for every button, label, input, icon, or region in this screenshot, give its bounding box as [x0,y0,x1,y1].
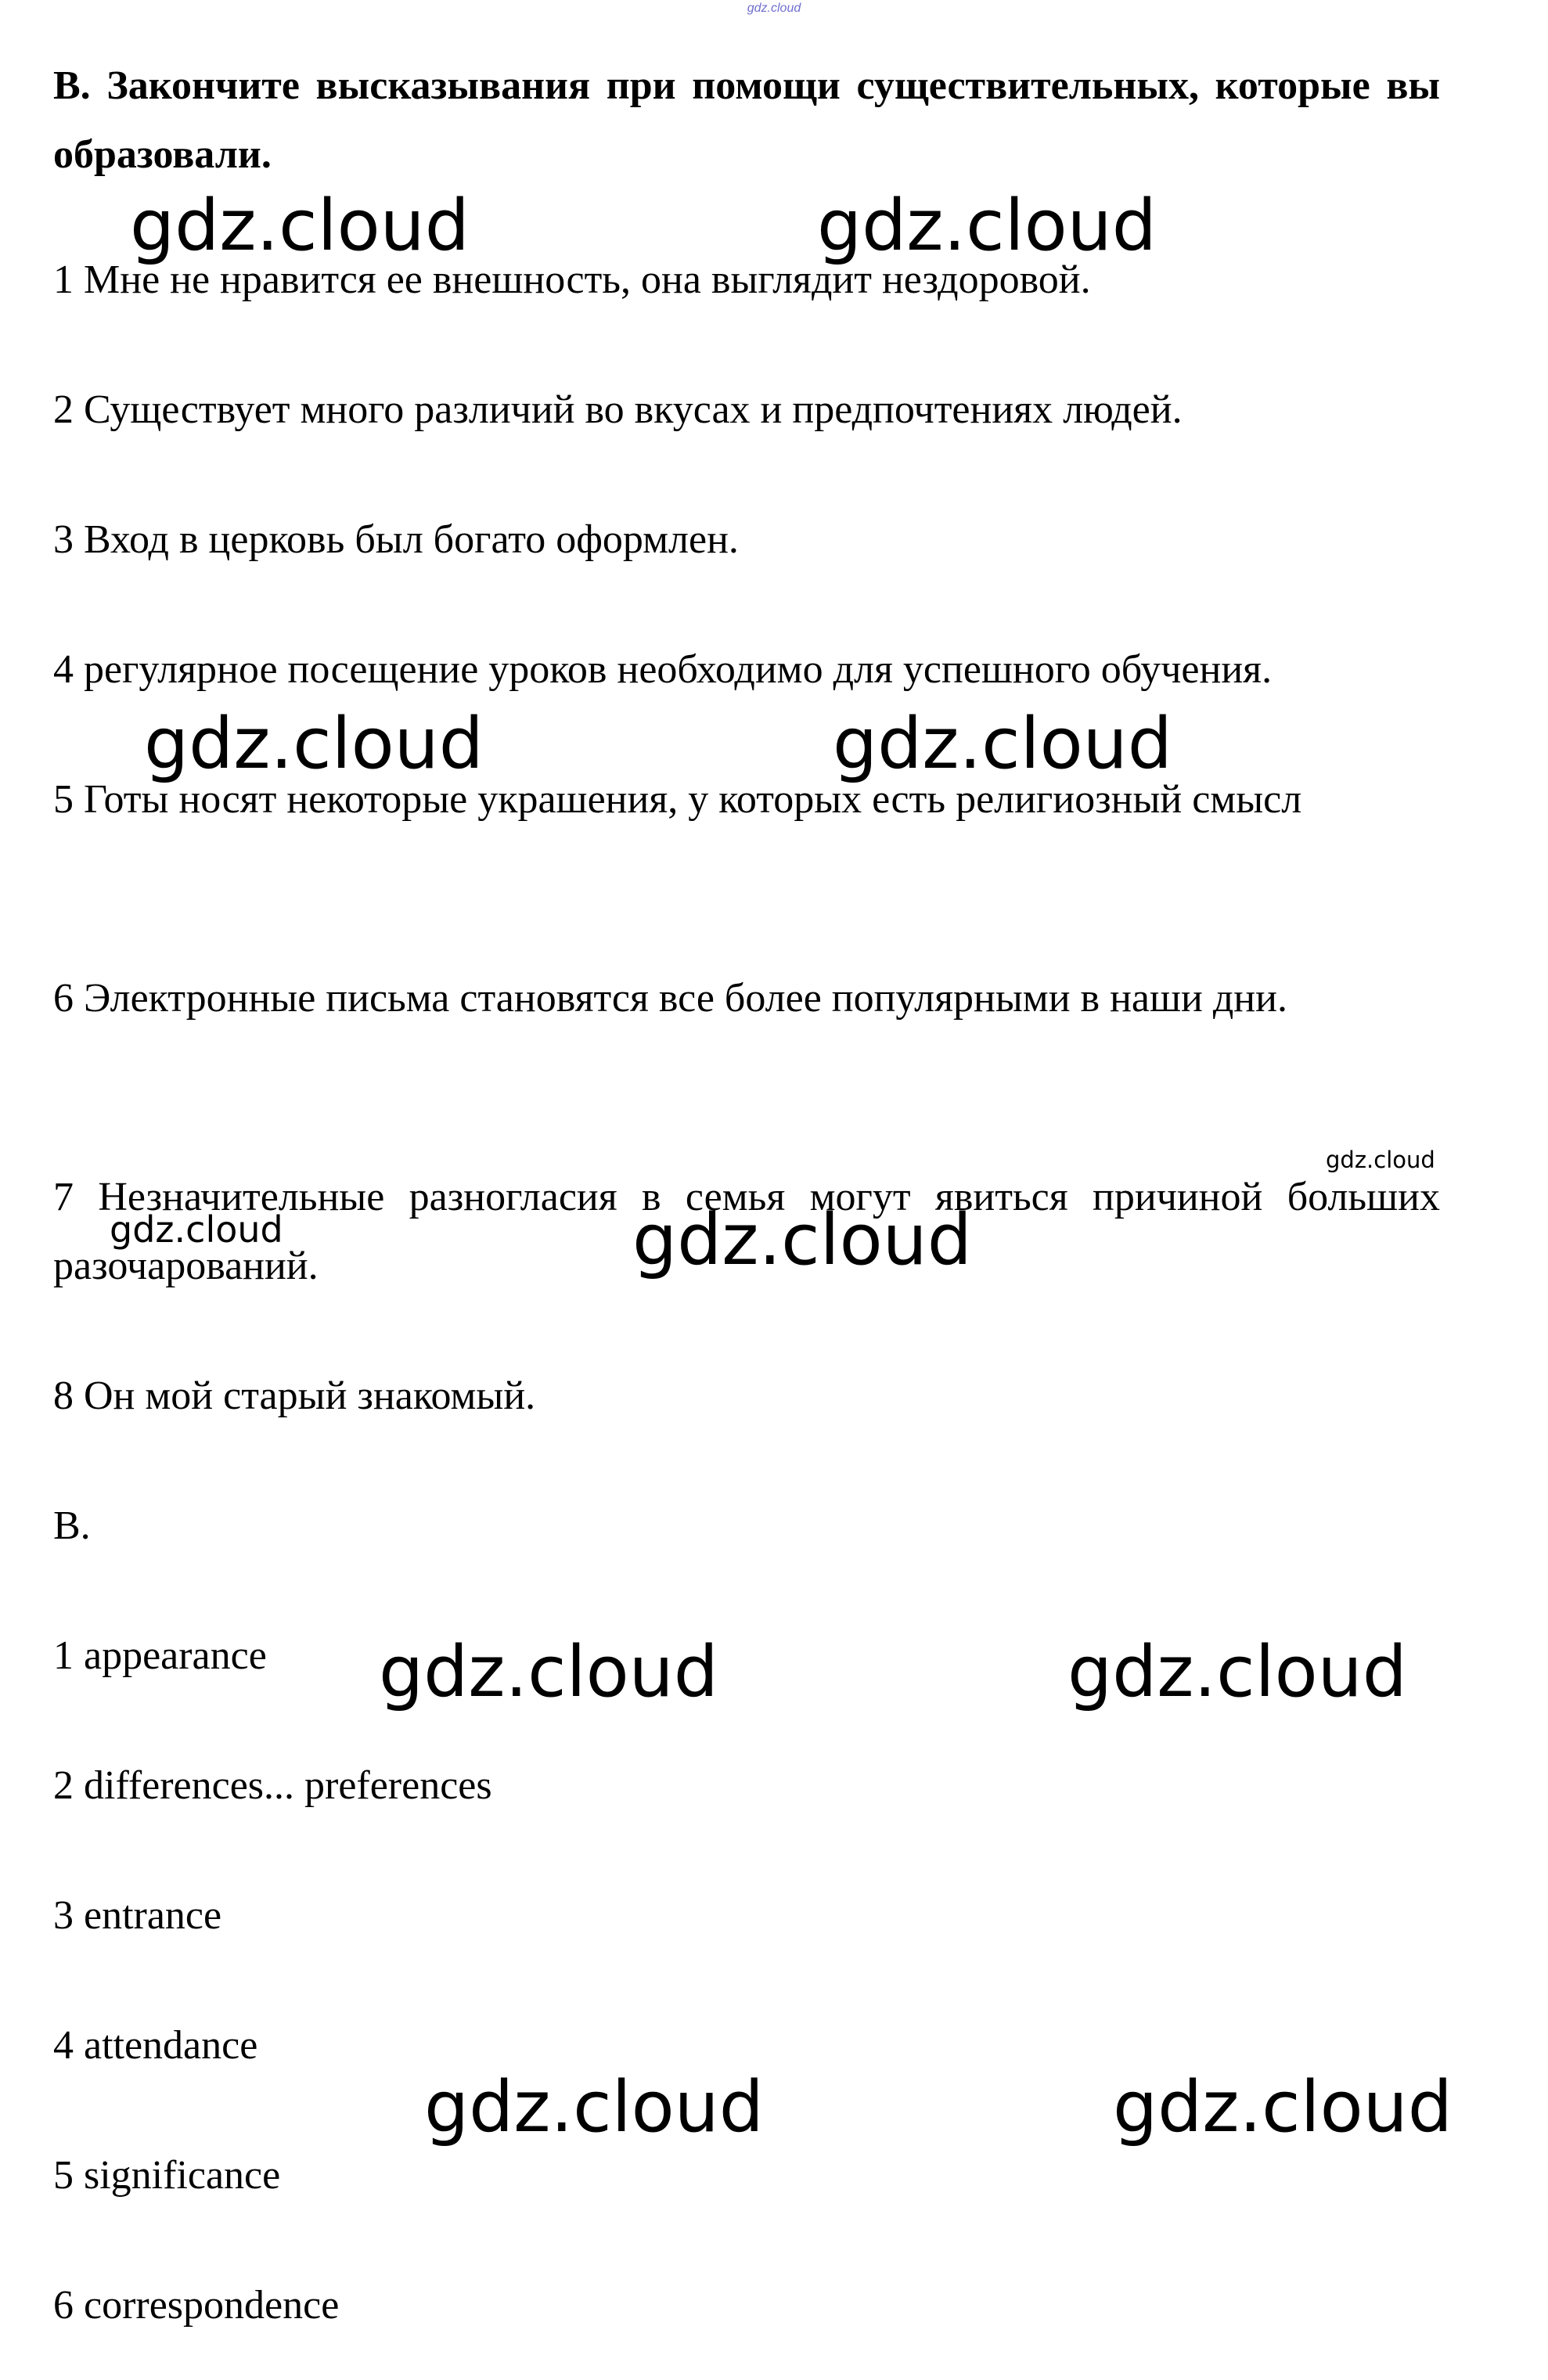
answer-2: 2 differences... preferences [53,1763,492,1808]
watermark: gdz.cloud [379,1631,718,1713]
watermark: gdz.cloud [1326,1147,1435,1173]
answer-5: 5 significance [53,2153,281,2198]
sentence-1: 1 Мне не нравится ее внешность, она выглядит нездоровой. [53,257,1091,302]
answer-3: 3 entrance [53,1893,222,1938]
sentence-3: 3 Вход в церковь был богато оформлен. [53,517,739,562]
sentence-8: 8 Он мой старый знакомый. [53,1374,536,1418]
watermark: gdz.cloud [632,1199,972,1281]
header-watermark: gdz.cloud [747,2,801,15]
watermark: gdz.cloud [833,703,1172,785]
sentence-6: 6 Электронные письма становятся все более популярными в наши дни. [53,976,1287,1021]
sentence-5: 5 Готы носят некоторые украшения, у которых есть религиозный смысл [53,777,1302,822]
sentence-2: 2 Существует много различий во вкусах и предпочтениях людей. [53,387,1183,432]
watermark: gdz.cloud [110,1208,283,1251]
sentence-7: 7 Незначительные разногласия в семья могут явиться причиной больших разочарований. [53,1175,1440,1288]
answer-6: 6 correspondence [53,2283,340,2328]
watermark: gdz.cloud [130,185,470,267]
watermark: gdz.cloud [1113,2066,1453,2148]
watermark: gdz.cloud [424,2066,764,2148]
task-title: В. Закончите высказывания при помощи существительных, которые вы образовали. [53,63,1440,177]
answer-1: 1 appearance [53,1633,267,1678]
watermark: gdz.cloud [817,185,1157,267]
watermark: gdz.cloud [1067,1631,1407,1713]
sentence-4: 4 регулярное посещение уроков необходимо для успешного обучения. [53,647,1273,692]
answers-label: В. [53,1503,91,1548]
watermark: gdz.cloud [144,703,484,785]
answer-4: 4 attendance [53,2023,258,2068]
